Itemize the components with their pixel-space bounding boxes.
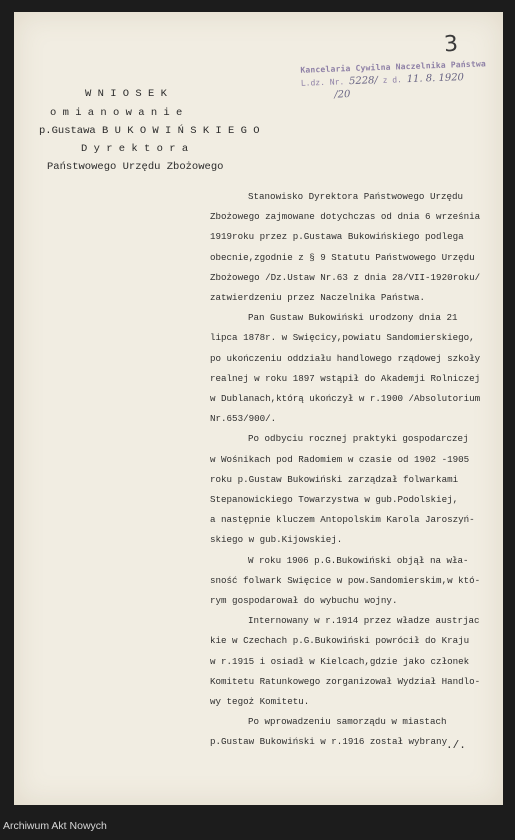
header-person: p.Gustawa B U K O W I Ń S K I E G O — [39, 125, 260, 137]
stamp-date: 11. 8. 1920 — [406, 72, 465, 86]
body-line: p.Gustaw Bukowiński w r.1916 został wybrany — [210, 736, 448, 748]
stamp-number: 5228/ — [348, 75, 379, 88]
body-line: a następnie kluczem Antopolskim Karola Jaroszyń- — [210, 514, 475, 526]
header-title: W N I O S E K — [85, 88, 167, 100]
stamp-subnumber: /20 — [334, 89, 351, 101]
body-line: realnej w roku 1897 wstąpił do Akademji Rolniczej — [210, 372, 481, 384]
body-line: Komitetu Ratunkowego zorganizował Wydział Handlo- — [210, 675, 481, 687]
header-line: o m i a n o w a n i e — [50, 107, 183, 119]
header-position: D y r e k t o r a — [81, 143, 189, 155]
body-line: Pan Gustaw Bukowiński urodzony dnia 21 — [248, 312, 458, 324]
body-line: Zbożowego /Dz.Ustaw Nr.63 z dnia 28/VII-1920roku/ — [210, 271, 481, 283]
document-body — [210, 187, 503, 753]
body-line: wy tegoż Komitetu. — [210, 696, 310, 708]
body-line: Stepanowickiego Towarzystwa w gub.Podolskiej, — [210, 494, 459, 506]
body-line: sność folwark Swięcice w pow.Sandomierskim,w któ- — [210, 574, 481, 586]
stamp-number-prefix: L.dz. Nr. — [300, 77, 345, 88]
body-line: w r.1915 i osiadł w Kielcach,gdzie jako członek — [210, 655, 470, 667]
body-line: roku p.Gustaw Bukowiński zarządzał folwarkami — [210, 473, 459, 485]
document-page — [14, 12, 503, 805]
registry-stamp — [300, 58, 487, 114]
body-line: Nr.653/900/. — [210, 413, 277, 425]
body-line: w Wośnikach pod Radomiem w czasie od 1902 -1905 — [210, 453, 470, 465]
page-number: 3 — [443, 31, 459, 58]
body-line: Po wprowadzeniu samorządu w miastach — [248, 716, 447, 728]
body-line: skiego w gub.Kijowskiej. — [210, 534, 343, 546]
body-line: 1919roku przez p.Gustawa Bukowińskiego podlega — [210, 231, 464, 243]
body-line: lipca 1878r. w Swięcicy,powiatu Sandomierskiego, — [210, 332, 475, 344]
body-line: Zbożowego zajmowane dotychczas od dnia 6 września — [210, 211, 481, 223]
stamp-date-prefix: z d. — [382, 75, 403, 85]
body-line: W roku 1906 p.G.Bukowiński objął na wła- — [248, 554, 469, 566]
body-line: Internowany w r.1914 przez władze austrjac — [248, 615, 480, 627]
body-line: rym gospodarował do wybuchu wojny. — [210, 595, 398, 607]
page-end-mark: ./. — [446, 740, 466, 752]
body-line: Stanowisko Dyrektora Państwowego Urzędu — [248, 191, 464, 202]
archive-footer-bar — [0, 812, 515, 840]
body-line: obecnie,zgodnie z § 9 Statutu Państwowego Urzędu — [210, 251, 475, 263]
body-line: po ukończeniu oddziału handlowego rządowej szkoły — [210, 352, 481, 364]
body-line: zatwierdzeniu przez Naczelnika Państwa. — [210, 292, 426, 304]
archive-label: Archiwum Akt Nowych — [3, 820, 107, 832]
body-line: kie w Czechach p.G.Bukowiński powrócił do Kraju — [210, 635, 470, 647]
header-institution: Państwowego Urzędu Zbożowego — [47, 161, 224, 173]
body-line: Po odbyciu rocznej praktyki gospodarczej — [248, 433, 469, 445]
body-line: w Dublanach,którą ukończył w r.1900 /Absolutorium — [210, 393, 481, 405]
stamp-office: Kancelaria Cywilna Naczelnika Państwa — [300, 59, 487, 75]
